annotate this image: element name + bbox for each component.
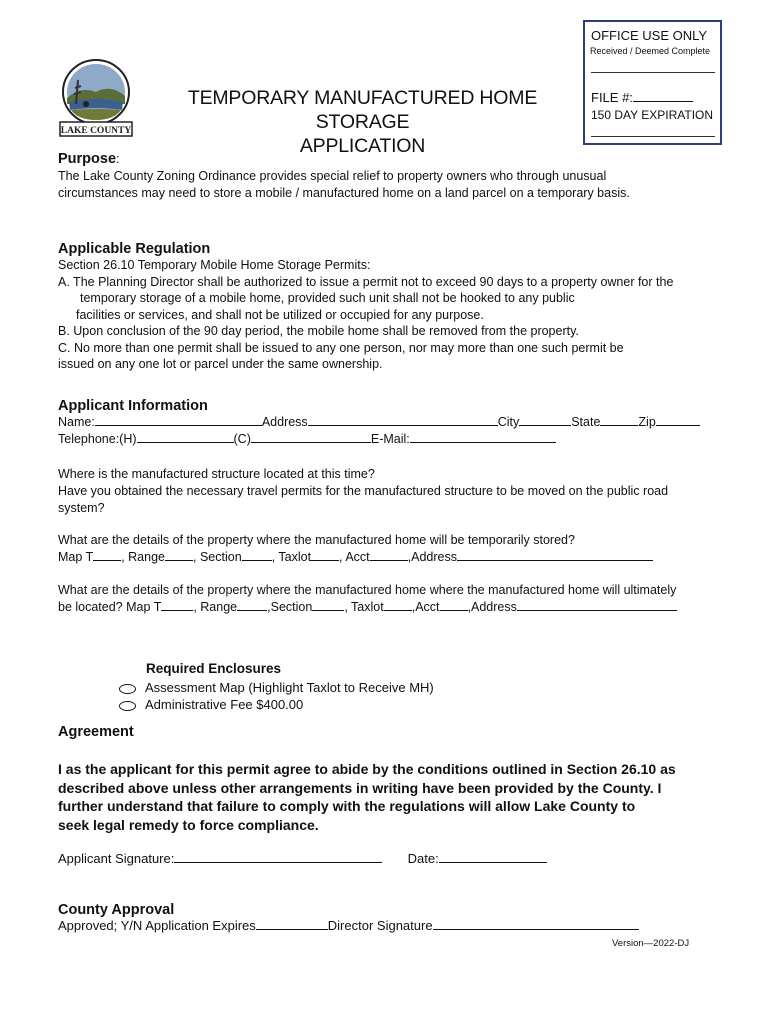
expires-field[interactable] — [256, 918, 328, 930]
approval-row: Approved; Y/N Application Expires Director Signature — [58, 918, 639, 935]
enclosure-checkbox[interactable] — [119, 701, 136, 711]
regulation-section: Applicable Regulation Section 26.10 Temporary Mobile Home Storage Permits: A. The Planning Director shall be authorized to issue a permit not to exceed 90 days to a property owner for the temporary storage of a mobile home, provided such unit shall not be hooked to any public facilities or services, and shall not be utilized or occupied for any purpose. B. Upon conclusion of the 90 day period, the mobile home shall be removed from the property. C. No more than one permit shall be issued to any one person, nor may more than one such permit be issued on any one lot or parcel under the same ownership. — [58, 241, 674, 371]
email-field[interactable] — [410, 431, 556, 443]
purpose-section: Purpose: The Lake County Zoning Ordinance provides special relief to property owners who through unusual circumstances may need to store a mobile / manufactured home on a land parcel on a temporary basis. — [58, 151, 630, 200]
received-label: Received / Deemed Complete — [590, 46, 711, 56]
page-title: TEMPORARY MANUFACTURED HOME STORAGE APPLICATION — [187, 87, 538, 157]
agreement-text: I as the applicant for this permit agree to abide by the conditions outlined in Section 26.10 as described above unless other arrangements in writing have been provided by the County. I further understand that failure to comply with the regulations will allow Lake County to seek legal remedy to force compliance. — [58, 761, 676, 833]
ult-acct-field[interactable] — [440, 599, 468, 611]
lake-county-logo — [56, 58, 136, 140]
ult-taxlot-field[interactable] — [384, 599, 412, 611]
logo-text: LAKE COUNTY — [60, 126, 132, 136]
temp-acct-field[interactable] — [370, 549, 408, 561]
purpose-heading: Purpose — [58, 151, 117, 167]
telephone-row: Telephone:(H) (C) E-Mail: — [58, 431, 700, 448]
applicant-heading: Applicant Information — [58, 398, 208, 414]
temporary-storage-question: What are the details of the property where the manufactured home will be temporarily stored? Map T , Range , Section , Taxlot , Acct ,Address — [58, 532, 653, 565]
ult-map-field[interactable] — [161, 599, 193, 611]
version-label: Version—2022-DJ — [612, 938, 690, 949]
enclosure-item: Assessment Map (Highlight Taxlot to Receive MH) — [119, 680, 434, 697]
temp-map-field[interactable] — [93, 549, 121, 561]
office-use-title: OFFICE USE ONLY — [591, 28, 708, 43]
temp-taxlot-field[interactable] — [311, 549, 339, 561]
location-question: Where is the manufactured structure located at this time? — [58, 467, 375, 481]
approval-heading: County Approval — [58, 902, 175, 918]
agreement-heading: Agreement — [58, 724, 134, 740]
expiration-line[interactable] — [591, 136, 715, 137]
temp-range-field[interactable] — [165, 549, 193, 561]
office-use-box — [583, 20, 722, 145]
ultimate-location-question: What are the details of the property where the manufactured home where the manufactured home will ultimately be located? Map T , Range ,Section , Taxlot ,Acct ,Address — [58, 583, 677, 614]
received-line[interactable] — [591, 72, 715, 73]
enclosure-item: Administrative Fee $400.00 — [119, 697, 303, 714]
cell-phone-field[interactable] — [251, 431, 371, 443]
enclosure-checkbox[interactable] — [119, 684, 136, 694]
name-address-row: Name: Address City State Zip — [58, 414, 700, 431]
zip-field[interactable] — [656, 414, 700, 426]
file-number-label[interactable]: FILE #: — [591, 90, 693, 105]
ult-address-field[interactable] — [517, 599, 677, 611]
director-signature-field[interactable] — [433, 918, 639, 930]
approval-section — [58, 902, 639, 935]
temp-address-field[interactable] — [457, 549, 653, 561]
city-field[interactable] — [519, 414, 571, 426]
address-field[interactable] — [308, 414, 498, 426]
applicant-section — [58, 398, 700, 447]
signature-row: Applicant Signature: Date: — [58, 851, 547, 868]
permits-question: Have you obtained the necessary travel permits for the manufactured structure to be moved on the public road system? — [58, 484, 669, 515]
enclosures-heading: Required Enclosures — [146, 661, 282, 676]
ultimate-property-row: be located? Map T , Range ,Section , Taxlot ,Acct ,Address — [58, 599, 677, 616]
expiration-label: 150 DAY EXPIRATION — [591, 108, 714, 122]
applicant-signature-field[interactable] — [174, 851, 382, 863]
home-phone-field[interactable] — [137, 431, 234, 443]
ult-range-field[interactable] — [237, 599, 267, 611]
name-field[interactable] — [95, 414, 262, 426]
date-field[interactable] — [439, 851, 547, 863]
regulation-heading: Applicable Regulation — [58, 241, 211, 257]
state-field[interactable] — [600, 414, 638, 426]
ult-section-field[interactable] — [312, 599, 344, 611]
temp-section-field[interactable] — [242, 549, 272, 561]
temporary-property-row: Map T , Range , Section , Taxlot , Acct ,Address — [58, 549, 653, 566]
